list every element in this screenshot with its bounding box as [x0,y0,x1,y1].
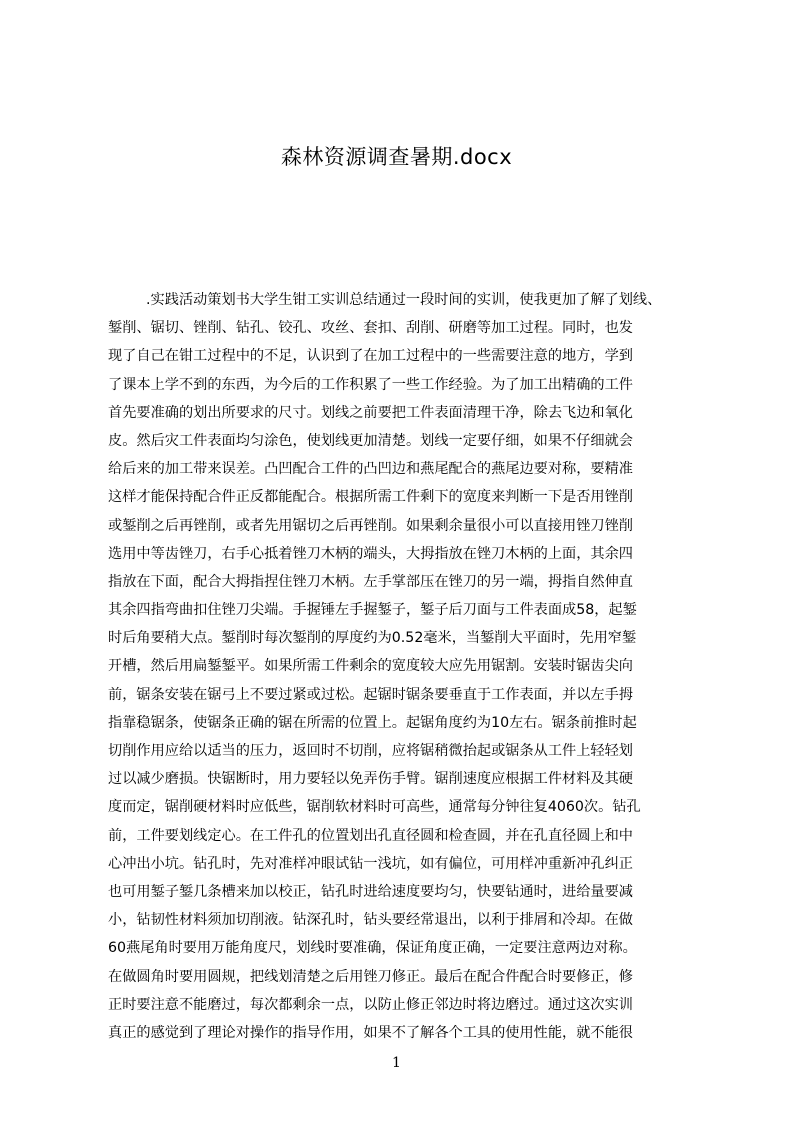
body-paragraph [108,286,698,1047]
document-title: 森林资源调查暑期.docx [280,145,513,169]
paragraph-line: 小，钻韧性材料须加切削液。钻深孔时，钻头要经常退出，以利于排屑和冷却。在做 [108,912,633,929]
paragraph-line: .实践活动策划书大学生钳工实训总结通过一段时间的实训，使我更加了解了划线、 [146,292,662,308]
paragraph-line: 选用中等齿锉刀，右手心抵着锉刀木柄的端头，大拇指放在锉刀木柄的上面，其余四 [108,545,633,562]
paragraph-line: 这样才能保持配合件正反都能配合。根据所需工件剩下的宽度来判断一下是否用锉削 [108,489,633,506]
paragraph-line: 心冲出小坑。钻孔时，先对准样冲眼试钻一浅坑，如有偏位，可用样冲重新冲孔纠正 [108,855,633,872]
paragraph-line: 时后角要稍大点。錾削时每次錾削的厚度约为0.52毫米，当錾削大平面时，先用窄錾 [108,630,637,647]
paragraph-line: 真正的感觉到了理论对操作的指导作用，如果不了解各个工具的使用性能，就不能很 [108,1024,633,1041]
paragraph-line: 指放在下面，配合大拇指捏住锉刀木柄。左手掌部压在锉刀的另一端，拇指自然伸直 [108,573,633,590]
paragraph-line: 其余四指弯曲扣住锉刀尖端。手握锤左手握錾子，錾子后刀面与工件表面成58，起錾 [108,602,637,619]
paragraph-line: 60燕尾角时要用万能角度尺，划线时要准确，保证角度正确，一定要注意两边对称。 [108,940,637,957]
paragraph-line: 前，锯条安装在锯弓上不要过紧或过松。起锯时锯条要垂直于工作表面，并以左手拇 [108,686,633,703]
paragraph-line: 在做圆角时要用圆规，把线划清楚之后用锉刀修正。最后在配合件配合时要修正，修 [108,968,633,985]
paragraph-line: 皮。然后灾工件表面均匀涂色，使划线更加清楚。划线一定要仔细，如果不仔细就会 [108,432,633,449]
paragraph-line: 现了自己在钳工过程中的不足，认识到了在加工过程中的一些需要注意的地方，学到 [108,348,633,365]
paragraph-line: 也可用錾子錾几条槽来加以校正，钻孔时进给速度要均匀，快要钻通时，进给量要减 [108,883,633,900]
paragraph-line: 过以减少磨损。快锯断时，用力要轻以免弄伤手臂。锯削速度应根据工件材料及其硬 [108,771,633,788]
paragraph-line: 度而定，锯削硬材料时应低些，锯削软材料时可高些，通常每分钟往复4060次。钻孔 [108,799,641,816]
paragraph-line: 指靠稳锯条，使锯条正确的锯在所需的位置上。起锯角度约为10左右。锯条前推时起 [108,714,637,731]
paragraph-line: 或錾削之后再锉削，或者先用锯切之后再锉削。如果剩余量很小可以直接用锉刀锉削 [108,517,633,534]
paragraph-line: 给后来的加工带来误差。凸凹配合工件的凸凹边和燕尾配合的燕尾边要对称，要精准 [108,461,633,478]
page-number: 1 [392,1055,401,1071]
paragraph-line: 开槽，然后用扁錾錾平。如果所需工件剩余的宽度较大应先用锯割。安装时锯齿尖向 [108,658,633,675]
paragraph-line: 前，工件要划线定心。在工件孔的位置划出孔直径圆和检查圆，并在孔直径圆上和中 [108,827,633,844]
paragraph-line: 正时要注意不能磨过，每次都剩余一点，以防止修正邻边时将边磨过。通过这次实训 [108,996,633,1013]
paragraph-line: 切削作用应给以适当的压力，返回时不切削，应将锯稍微抬起或锯条从工件上轻轻划 [108,743,633,759]
paragraph-line: 錾削、锯切、锉削、钻孔、铰孔、攻丝、套扣、刮削、研磨等加工过程。同时，也发 [108,320,633,337]
paragraph-line: 了课本上学不到的东西，为今后的工作积累了一些工作经验。为了加工出精确的工件 [108,376,633,393]
paragraph-line: 首先要准确的划出所要求的尺寸。划线之前要把工件表面清理干净，除去飞边和氧化 [108,404,633,421]
